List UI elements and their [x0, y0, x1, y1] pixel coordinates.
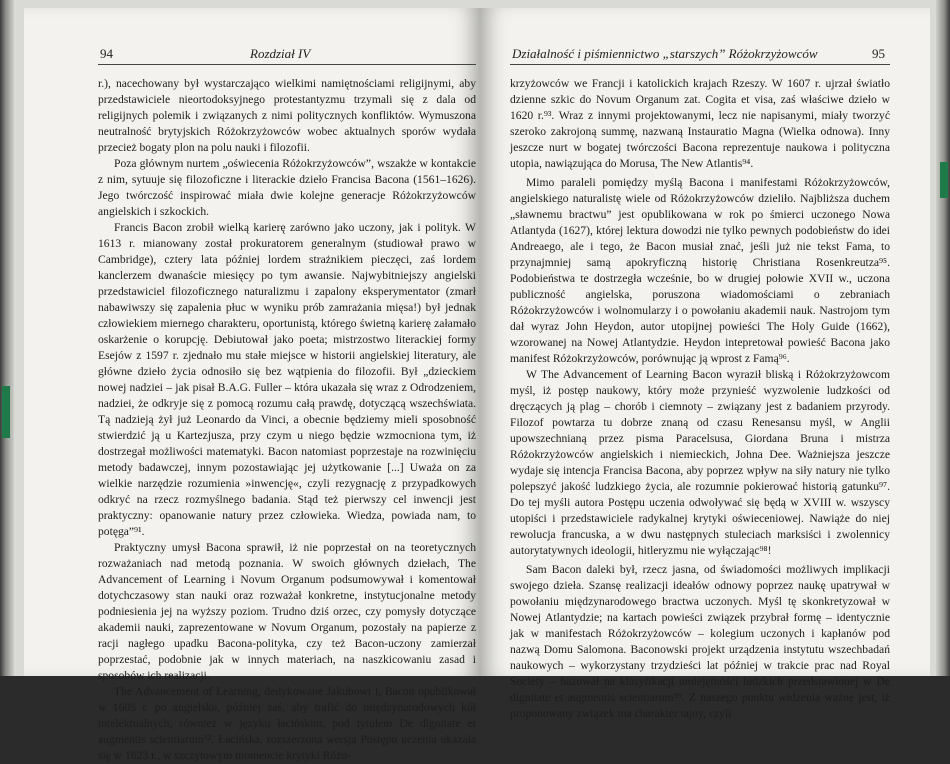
running-head: Rozdział IV [250, 46, 311, 61]
green-marker-left [2, 386, 10, 438]
header-rule [510, 64, 890, 65]
paragraph: r.), nacechowany był wystarczająco wielkimi namiętnościami religijnymi, aby przedstawiciele nieortodoksyjnego protestantyzmu trzymali się z dala od religijnych polemik i związanych z nimi politycznych konfliktów. Wymuszona neutralność brytyjskich Różokrzyżowców wobec aktualnych sporów wydała przecież bogaty plon na polu nauki i filozofii. [98, 77, 476, 154]
paragraph: Mimo paraleli pomiędzy myślą Bacona i manifestami Różokrzyżowców, angielskiego naturalistę wiele od Różokrzyżowców dzieliło. Najbliższa duchem „sławnemu bractwu” jest opublikowana w rok po śmierci uczonego Nowa Atlantyda (1627), której lektura dowodzi nie tylko pewnych podobieństw do idei Andreaego, ale i tego, że Bacon musiał znać, jeśli już nie tekst Fama, to przynajmniej samą apokryficzną historię Christiana Rosenkreutza⁹⁵. Podobieństwa te dostrzegła wcześnie, bo w drugiej połowie XVII w., uczona publiczność angielska, poruszona wiadomościami o zebraniach Różokrzyżowców i wolnomularzy i o powołaniu akademii nauk. Nastrojom tym dał wyraz John Heydon, autor utopijnej powieści The Holy Guide (1662), wzorowanej na Nowej Atlantydzie. Heydon intepretował powieść Bacona jako manifest Różokrzyżowców, porównując ją wprost z Famą⁹⁶. [510, 176, 890, 365]
right-page [480, 8, 930, 720]
green-marker-right [940, 162, 948, 198]
running-head: Działalność i piśmiennictwo „starszych” Różokrzyżowców [512, 46, 818, 61]
page-number: 94 [100, 46, 113, 61]
header-rule [98, 64, 476, 65]
page-number: 95 [872, 46, 885, 61]
paragraph: The Advancement of Learning, dedykowane Jakubowi I, Bacon opublikował w 1605 r. po angielsku, później zaś, aby trafić do międzynarodowych kół intelektualnych, również w języku łacińskim, pod tytułem De dignitate et augmentis scientiarum⁹². Łacińska, rozszerzona wersja Postępu uczenia ukazała się w 1623 r., w szczytowym momencie krytyki Różo- [98, 685, 476, 762]
paragraph: Poza głównym nurtem „oświecenia Różokrzyżowców”, wszakże w kontakcie z nim, sytuuje się filozoficzne i literackie dzieło Francisa Bacona (1561–1626). Jego twórczość inspirować miała dwie kolejne generacje Różokrzyżowców angielskich i szkockich. [98, 157, 476, 218]
paragraph: krzyżowców we Francji i katolickich krajach Rzeszy. W 1607 r. ujrzał światło dzienne szkic do Novum Organum zat. Cogita et visa, zaś właściwe dzieło w 1620 r.⁹³. Wraz z innymi projektowanymi, lecz nie napisanymi, miały tworzyć szeroko zakrojoną summę, nazwaną Instauratio Magna (Wielka odnowa). Inny jeszcze nurt w bogatej twórczości Bacona reprezentuje naukowa i polityczna utopia, nawiązująca do Morusa, The New Atlantis⁹⁴. [510, 77, 890, 170]
right-page-header [480, 46, 930, 64]
body-text [510, 76, 890, 722]
paragraph: Sam Bacon daleki był, rzecz jasna, od świadomości możliwych implikacji swojego dzieła. Szansę realizacji ideałów odnowy poprzez naukę upatrywał w powołaniu międzynarodowego bractwa uczonych. Myśl tę skonkretyzował w Nowej Atlantydzie; na kartach powieści związek przybrał formę – identycznie jak w manifestach Różokrzyżowców – kolegium uczonych i kapłanów pod nazwą Domu Salomona. Baconowski projekt urządzenia instytutu wszechbadań naukowych – wykorzystany trzydzieści lat później w trakcie prac nad Royal Society – bazował na klasyfikacji umiejętności ludzkich przedstawionej w De dignitate et augmentis scientiarum⁹⁹. Z naszego punktu widzenia ważne jest, iż proponowany związek ma charakter tajny, czyli [510, 563, 890, 720]
paragraph: Francis Bacon zrobił wielką karierę zarówno jako uczony, jak i polityk. W 1613 r. mianowany został prokuratorem generalnym (studiował prawo w Cambridge), cztery lata później lordem strażnikiem pieczęci, zaś lordem kanclerzem dwanaście miesięcy po tym awansie. Najwybitniejszy angielski przedstawiciel filozoficznego naturalizmu i zapalony eksperymentator (zmarł nabawiwszy się zapalenia płuc w wyniku prób zamrażania mięsa!) był jednak człowiekiem miernego charakteru, oportunistą, którego świetną karierę załamało oskarżenie o korupcję. Debiutował jako poeta; mistrzostwo literackiej formy Esejów z 1597 r. zjednało mu stałe miejsce w historii angielskiej literatury, ale główne dzieło życia odnosiło się bez wątpienia do filozofii. Był „dzieckiem nowej nadziei – jak pisał B.A.G. Fuller – która ukazała się wraz z Odrodzeniem, nadziei, że odkryje się z pomocą rozumu całą prawdę, dotyczącą wszechświata. Tą nadzieją żył już Leonardo da Vinci, a obecnie będziemy mieli sposobność stwierdzić ją u Kartezjusza, przy czym u niego będzie wzmocniona tym, iż dostrzegał możliwości matematyki. Bacon natomiast poprzestaje na rozwinięciu metody badawczej, innym pozostawiając jej użytkowanie [...] Uważa on za wielkie narzędzie rozumienia »inwencję«, czyli rezygnację z przypadkowych odkryć na rzecz rozmyślnego badania. Stąd też pierwszy cel inwencji jest praktyczny: opanowanie natury przez człowieka. Wiedza, powiada nam, to potęga”⁹¹. [98, 221, 476, 538]
left-page-header [24, 46, 480, 64]
body-text [98, 76, 476, 764]
paragraph: W The Advancement of Learning Bacon wyraził bliską i Różokrzyżowcom myśl, iż postęp naukowy, który może przynieść wyzwolenie ludzkości od dręczących ją plag – chorób i ciemnoty – związany jest z badaniem przyrody. Filozof powtarza tu dobrze znaną od czasu Renesansu myśl, w Anglii upowszechnianą przez pisma Paracelsusa, Giordana Bruna i mistrza Różokrzyżowców angielskich i niemieckich, Johna Dee. Ważniejsza jeszcze wydaje się intencja Francisa Bacona, aby poprzez wpływ na siły natury nie tylko polepszyć jakość ludzkiego życia, ale rozumnie pokierować historią gatunku⁹⁷. Do tej myśli autora Postępu uczenia odwoływać się będą w XVIII w. wszyscy utopiści i przedstawiciele radykalnej krytyki oświeceniowej. Nawiąże do niej rewolucja francuska, a w dwu następnych stuleciach marksiści i zwolennicy autorytatywnych ideologii, hitleryzmu nie wyłączając⁹⁸! [510, 368, 890, 557]
paragraph: Praktyczny umysł Bacona sprawił, iż nie poprzestał on na teoretycznych rozważaniach nad metodą poznania. W swoich głównych dziełach, The Advancement of Learning i Novum Organum podsumowywał i komentował dotychczasowy stan nauki oraz rozważał konkretne, instytucjonalne metody podniesienia jej na wyższy poziom. Trudno dziś orzec, czy pomysły dotyczące akademii nauki, zaprezentowane w Novum Organum, pozostały na papierze z racji nagłego upadku Bacona-polityka, czy też Bacon-uczony zamierzał poprzestać, podobnie jak w innych materiach, na naszkicowaniu zasad i sposobów ich realizacji. [98, 541, 476, 682]
page-edge-left [0, 0, 14, 676]
left-page [24, 8, 480, 762]
page-edge-right [936, 0, 950, 676]
